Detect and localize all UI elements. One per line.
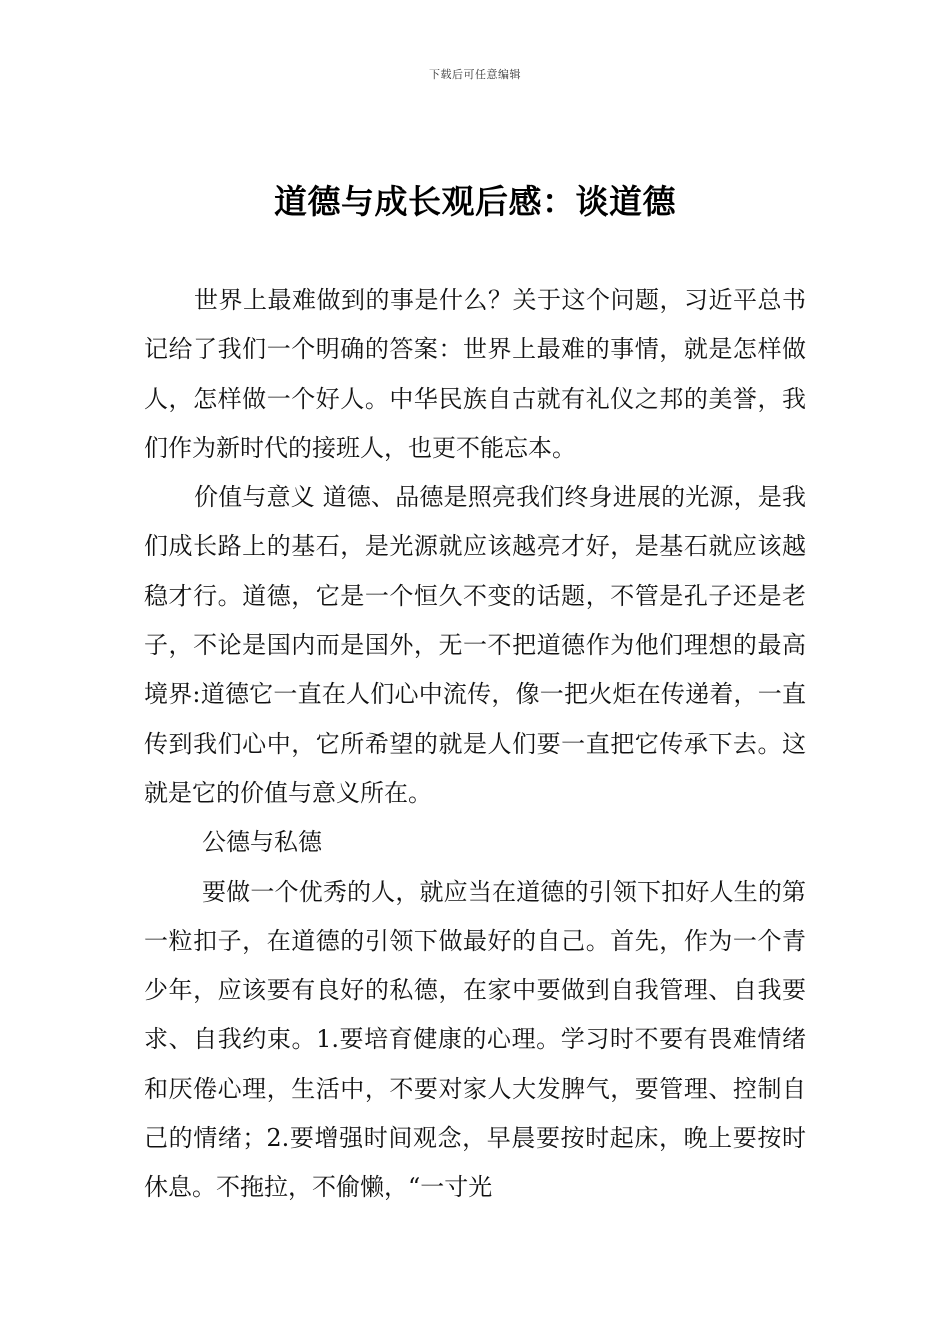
header-note: 下载后可任意编辑 xyxy=(429,68,521,81)
document-title: 道德与成长观后感：谈道德 xyxy=(274,182,676,221)
paragraph-intro: 世界上最难做到的事是什么？关于这个问题，习近平总书记给了我们一个明确的答案：世界上最难的事情，就是怎样做人，怎样做一个好人。中华民族自古就有礼仪之邦的美誉，我们作为新时代的接班人，也更不能忘本。 xyxy=(144,286,806,462)
section-heading-public-private-morality: 公德与私德 xyxy=(202,828,322,857)
paragraph-good-person: 要做一个优秀的人，就应当在道德的引领下扣好人生的第一粒扣子，在道德的引领下做最好的自己。首先，作为一个青少年，应该要有良好的私德，在家中要做到自我管理、自我要求、自我约束。1.要培育健康的心理。学习时不要有畏难情绪和厌倦心理，生活中，不要对家人大发脾气，要管理、控制自己的情绪；2.要增强时间观念，早晨要按时起床，晚上要按时休息。不拖拉，不偷懒，“一寸光 xyxy=(144,877,806,1202)
document-body xyxy=(144,276,806,1213)
paragraph-value-meaning: 价值与意义 道德、品德是照亮我们终身进展的光源，是我们成长路上的基石，是光源就应该越亮才好，是基石就应该越稳才行。道德，它是一个恒久不变的话题，不管是孔子还是老子，不论是国内而是国外，无一不把道德作为他们理想的最高境界:道德它一直在人们心中流传，像一把火炬在传递着，一直传到我们心中，它所希望的就是人们要一直把它传承下去。这就是它的价值与意义所在。 xyxy=(144,483,806,807)
